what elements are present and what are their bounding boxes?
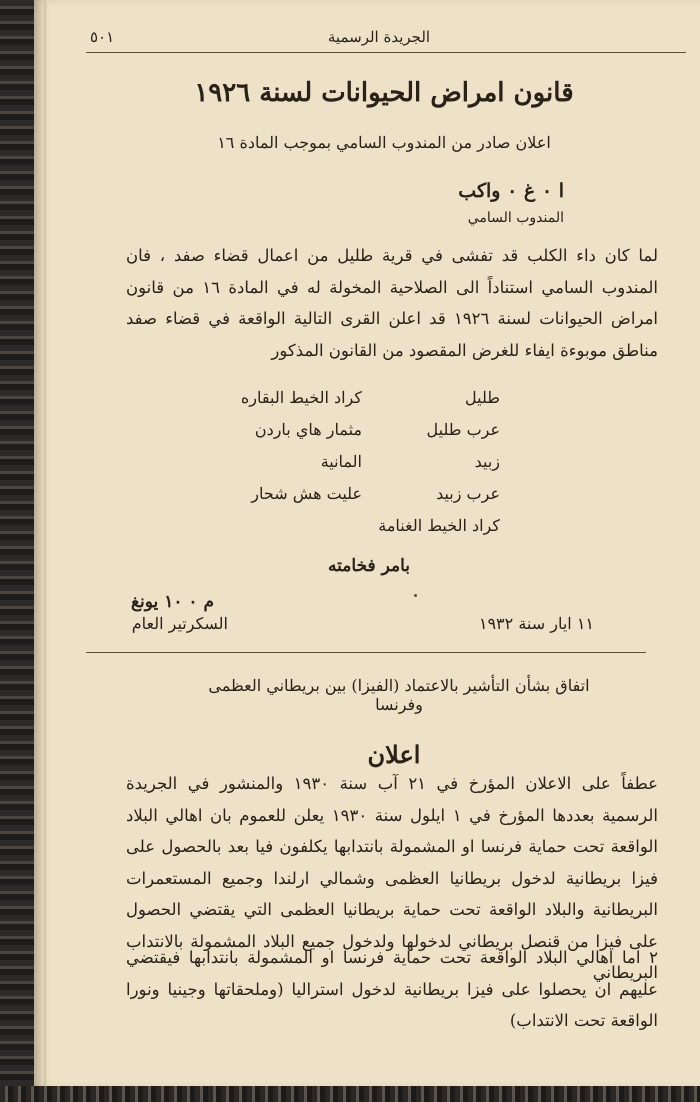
book-bottom-edge xyxy=(0,1086,700,1102)
declaration-date: ١١ ايار سنة ١٩٣٢ xyxy=(478,614,594,633)
gazette-running-title: الجريدة الرسمية xyxy=(327,28,431,46)
village-item: كراد الخيط البقاره xyxy=(240,388,362,407)
village-item: زبيد xyxy=(474,452,500,471)
secretary-name: م ٠ ١٠ يونغ xyxy=(131,592,214,612)
visa-notice-paragraph-1: عطفاً على الاعلان المؤرخ في ٢١ آب سنة ١٩٣٠ والمنشور في الجريدة الرسمية بعددها المؤرخ في ١ ايلول سنة ١٩٣٠ يعلن للعموم بان اهالي البلاد الواقعة تحت حماية فرنسا او المشمولة بانتدابها يكلفون فيا بعد بالحصول على فيزا بريطانية لدخول بريطانيا العظمى وشمالي ارلندا وجميع المستعمرات البريطانية والبلاد الواقعة تحت حماية بريطانيا العظمى التي يقتضي الحصول على فيزا من قنصل بريطاني لدخولها ولدخول جميع البلاد المشمولة بالانتداب البريطاني xyxy=(126,774,658,982)
book-cover-edge xyxy=(0,0,36,1102)
village-item: مثمار هاي باردن xyxy=(254,420,362,439)
visa-notice-paragraph-2: ٢ اما اهالي البلاد الواقعة تحت حماية فرنسا او المشمولة بانتدابها فيقتضي عليهم ان يحصلوا على فيزا بريطانية لدخول استراليا (وملحقاتها وجينيا ونورا الواقعة تحت الانتداب) xyxy=(126,948,658,1030)
rabies-declaration-paragraph: لما كان داء الكلب قد تفشى في قرية طليل من اعمال قضاء صفد ، فان المندوب السامي استناداً الى الصلاحية المخولة له في المادة ١٦ من قانون امراض الحيوانات لسنة ١٩٢٦ قد اعلن القرى التالية الواقعة في قضاء صفد مناطق موبوءة ايفاء للغرض المقصود من القانون المذكور xyxy=(126,246,658,360)
visa-agreement-title: اتفاق بشأن التأشير بالاعتماد (الفيزا) بين بريطاني العظمى وفرنسا xyxy=(208,676,590,714)
gazette-page xyxy=(34,0,700,1088)
high-commissioner-title: المندوب السامي xyxy=(467,210,564,226)
law-subtitle: اعلان صادر من المندوب السامي بموجب المادة ١٦ xyxy=(217,133,551,152)
page-number: ٥٠١ xyxy=(90,28,115,46)
header-rule xyxy=(86,52,686,53)
secretary-title: السكرتير العام xyxy=(131,614,228,633)
village-item: عرب زبيد xyxy=(436,484,500,503)
ink-speck xyxy=(414,594,417,597)
village-item: المانية xyxy=(320,452,362,471)
village-item: عليت هش شحار xyxy=(251,484,362,503)
notice-heading: اعلان xyxy=(367,740,421,769)
section-rule xyxy=(86,652,646,653)
village-item: كراد الخيط الغنامة xyxy=(378,516,500,535)
high-commissioner-name: ا ٠ غ ٠ واكب xyxy=(458,180,564,202)
village-item: طليل xyxy=(465,388,500,407)
law-title: قانون امراض الحيوانات لسنة ١٩٢٦ xyxy=(194,78,574,108)
page-gutter xyxy=(44,0,47,1088)
by-order-text: بامر فخامته xyxy=(328,556,410,576)
village-item: عرب طليل xyxy=(426,420,500,439)
